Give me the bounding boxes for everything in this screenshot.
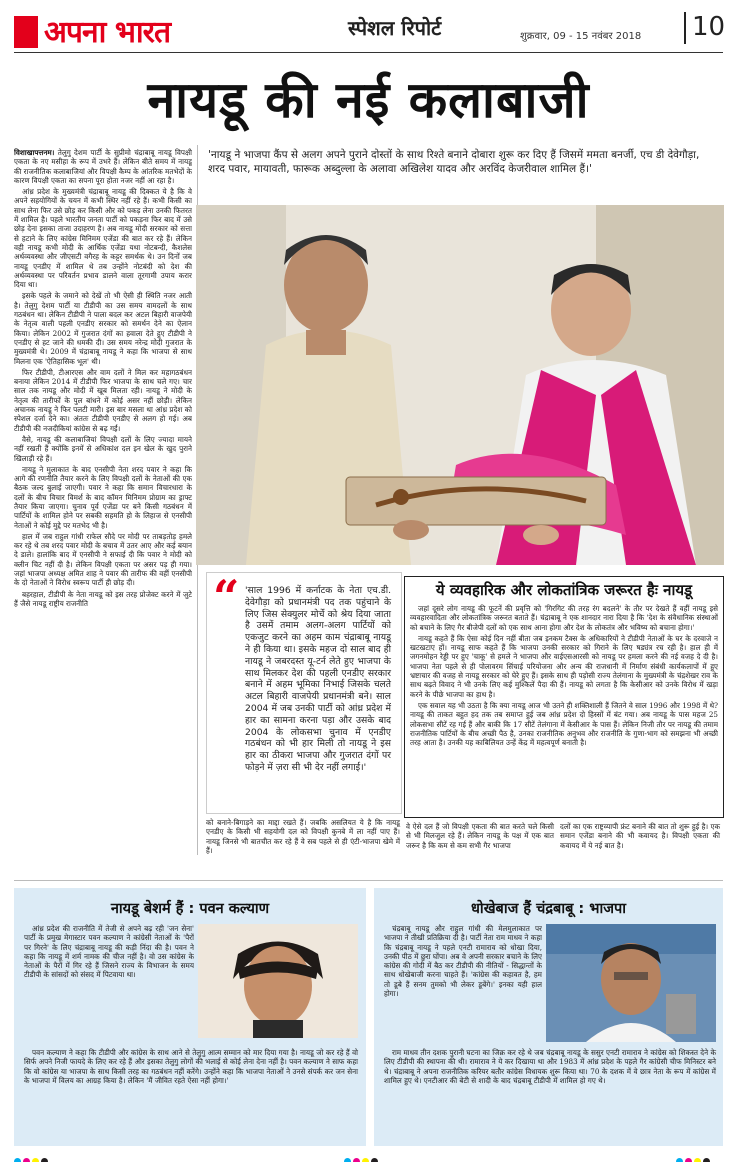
box-left-paragraph: आंध्र प्रदेश की राजनीति में तेजी से अपने बढ़ रही 'जन सेना' पार्टी के प्रमुख मेगास्टार पवन कल्याण ने कांग्रेसी नेताओं के 'पैरों पर गिरने' के लिए चंद्राबाबू नायडू की कड़ी निंदा की है। पवन ने कहा कि नायडू में शर्म नामक की चीज नहीं है। वो उस कांग्रेस के नेताओं के पैरों में गिर रहे हैं जिसने राज्य के विभाजन के समय टीडीपी के सांसदों को संसद में पिटवाया था।: [24, 924, 194, 980]
registration-dot: [14, 1158, 21, 1162]
issue-date: शुक्रवार, 09 - 15 नवंबर 2018: [520, 31, 642, 42]
registration-dot: [694, 1158, 701, 1162]
section-title: स्पेशल रिपोर्ट: [348, 16, 442, 40]
main-photo: [196, 205, 724, 565]
pull-quote-text: 'साल 1996 में कर्नाटक के नेता एच.डी. देवेगौड़ा को प्रधानमंत्री पद तक पहुंचाने के लिए जिस सेक्युलर मोर्चे को श्रेय दिया जाता है उसमें तमाम अलग-अलग पार्टियों को एकजुट करने का अहम काम चंद्राबाबू नायडू ने ही किया था। इसके महज दो साल बाद ही नायडू ने जबरदस्त यू-टर्न लेते हुए भाजपा के साथ मिलकर देश की पहली एनडीए सरकार बनाने में अहम भूमिका निभाई जिसके चलते अटल बिहारी वाजपेयी प्रधानमंत्री बने। साल 2004 में जब उनकी पार्टी को आंध्र प्रदेश में हार का सामना करना पड़ा और उसके बाद 2004 के लोकसभा चुनाव में एनडीए गठबंधन को भी हार मिली तो नायडू ने इस हार का ठीकरा भाजपा और गुजरात दंगों पर फोड़ने में ज़रा सी भी देर नहीं लगाई।': [245, 585, 391, 773]
registration-dot: [685, 1158, 692, 1162]
left-paragraph: नायडू ने मुलाकात के बाद एनसीपी नेता शरद पवार ने कहा कि आगे की रणनीति तैयार करने के लिए विपक्षी दलों के नेताओं की एक बैठक जल्द बुलाई जाएगी। पवार ने कहा कि समान विचारधारा के दलों के बीच विचार विमर्श के बाद कॉमन मिनिमम प्रोग्राम का ड्राफ्ट तैयार किया जाएगा। चुनाव पूर्व एजेंडा पर बने किसी गठबंधन में पार्टियों के शामिल होने पर सबकी सहमति हो के लिहाज से एनसीपी नेताओं ने कोई मुद्दे पर मतभेद भी है।: [14, 464, 192, 530]
box-left-text-wide: पवन कल्याण ने कहा कि टीडीपी और कांग्रेस के साथ आने से तेलुगु आत्म सम्मान को मार दिया गया है। नायडू जो कर रहे हैं वो सिर्फ अपने निजी फायदे के लिए कर रहे हैं और इसका तेलुगु लोगों की भलाई से कोई लेना देना नहीं है। पवन कल्याण ने साफ कहा कि वो कांग्रेस या भाजपा के साथ किसी तरह का गठबंधन नहीं करेंगे। उन्होंने कहा कि भाजपा नेताओं ने उनसे संपर्क कर जन सेना के भाजपा में विलय का आग्रह किया है। लेकिन 'मैं जीवित रहते ऐसा नहीं होगा।': [24, 1048, 358, 1085]
headline: नायडू की नई कलाबाजी: [147, 70, 590, 129]
right-paragraph: जहां दूसरे लोग नायडू की फूटनें की प्रवृत्ति को 'गिरगिट की तरह रंग बदलने' के तौर पर देखते हैं वहीं नायडू इसे व्यवहारवादिता और लोकतांत्रिक जरूरत बताते हैं। चंद्राबाबू ने एक शानदार नारा दिया है कि 'देश के संवैधानिक संस्थाओं को बचाने के लिए गैर बीजेपी दलों को एक साथ आना होगा और देश के लोकतंत्र और भविष्य को बचाना होगा।': [410, 604, 718, 632]
right-story-title: ये व्यवहारिक और लोकतांत्रिक जरूरत हैः नायडू: [435, 581, 693, 599]
intro-quote: 'नायडू ने भाजपा कैंप से अलग अपने पुराने दोस्तों के साथ रिश्ते बनाने दोबारा शुरू कर दिए हैं जिसमें ममता बनर्जी, एच डी देवेगौड़ा, शरद पवार, मायावती, फारूक अब्दुल्ला के अलावा अखिलेश यादव और अरविंद केजरीवाल शामिल हैं।': [208, 149, 700, 175]
page-divider: [684, 12, 686, 44]
registration-marks: [14, 1150, 50, 1162]
page-number: 10: [692, 12, 726, 42]
masthead-logo: अपना भारत: [44, 15, 171, 50]
right-story-text: [410, 604, 718, 814]
registration-dot: [344, 1158, 351, 1162]
left-paragraph: बहरहाल, टीडीपी के नेता नायडू को इस तरह प्रोजेक्ट करने में जुटे हैं जैसे नायडू राष्ट्रीय राजनीति: [14, 589, 192, 608]
quote-mark-icon: “: [213, 570, 240, 624]
continuation-text: को बनाने-बिगाड़ने का माद्दा रखते हैं। जबकि असलियत ये है कि नायडू एनडीए के किसी भी सहयोगी दल को विपक्षी कुनबे में ला नहीं पाए हैं। नायडू जिनसे भी बातचीत कर रहे हैं वे सब पहले से ही एंटी-भाजपा खेमे में हैं।: [206, 818, 400, 855]
header-rule: [14, 52, 723, 53]
registration-dot: [371, 1158, 378, 1162]
registration-dot: [703, 1158, 710, 1162]
logo-bar: [14, 16, 38, 48]
registration-marks: [676, 1150, 712, 1162]
box-left-text: [24, 924, 194, 1046]
registration-marks: [344, 1150, 380, 1162]
photo-pawan-kalyan: [198, 924, 358, 1038]
right-paragraph: नायडू कहते हैं कि ऐसा कोई दिन नहीं बीता जब इनकम टैक्स के अधिकारियों ने टीडीपी नेताओं के घर के दरवाजे न खटखटाए हों। नायडू साफ कहते हैं कि भाजपा उनकी सरकार को गिराने के लिए षड्यंत्र रच रही है। हाल ही में जगनमोहन रेड्डी पर हुए 'चाकू' से हमले ने भाजपा और वाईएसआरसी को नायडू पर हमला करने की नई वजह दे दी है। भाजपा नेता पहले से ही पोलावरम सिंचाई परियोजना और अन्य की राजधानी में निर्माण संबंधी कार्यकलापों में हुए भ्रष्टाचार की वजह से नायडू सरकार को घेरे हुए हैं। इसके साथ ही पड़ोसी राज्य तेलंगाना के मुख्यमंत्री के चंद्रशेखर राव के साथ बढ़ते विवाद ने भी उनके लिए कई मुश्किलें पैदा की हैं। नायडू को लगता है कि केसीआर को उनके विरोध में खड़ा करने के पीछे भाजपा का हाथ है।: [410, 633, 718, 699]
continuation-text: वे ऐसे दल हैं जो विपक्षी एकता की बात करते चले किसी से भी मिलजुल रहे हैं। लेकिन नायडू के पक्ष में एक बात जरूर है कि कम से कम सभी गैर भाजपा: [406, 822, 554, 850]
registration-dot: [41, 1158, 48, 1162]
dateline: विशाखापत्तनम।: [14, 148, 55, 157]
left-column: [14, 148, 192, 850]
left-paragraph: तेलुगु देशम पार्टी के सुप्रीमो चंद्राबाबू नायडू विपक्षी एकता के नए मसीहा के रूप में उभरे हैं। लेकिन बीते समय में नायडू की राजनीतिक कलाबाजियां और विपक्षी कैम्प के आंतरिक मतभेदों के कारण विपक्षी एकता का सपना पूरा होता नजर नहीं आ रहा है।: [14, 148, 192, 185]
registration-dot: [32, 1158, 39, 1162]
left-paragraph: फिर टीडीपी, टीआरएस और वाम दलों ने मिल कर महागठबंधन बनाया लेकिन 2014 में टीडीपी फिर भाजपा के साथ चले गए। चार साल तक नायडू और मोदी में खूब मिलता रही। नायडू ने मोदी के नेतृत्व की तारीफों के पुल बांधने में कोई असर नहीं छोड़ी। लेकिन अचानक नायडू ने फिर पलटी मारी। इस बार मसला था आंध्र प्रदेश को स्पेशल दर्जा देने का। अंततः टीडीपी एनडीए से अलग हो गई। अब टीडीपी की नजदीकियां कांग्रेस से बढ़ गईं।: [14, 367, 192, 433]
photo-ram-madhav: [546, 924, 716, 1042]
box-right-text: [384, 924, 542, 1046]
section-rule: [14, 880, 723, 881]
registration-dot: [362, 1158, 369, 1162]
box-left-title: नायडू बेशर्म हैं : पवन कल्याण: [110, 901, 270, 917]
box-right-text-wide: राम माधव तीन दशक पुरानी घटना का जिक्र कर रहे थे जब चंद्रबाबू नायडू के ससुर एनटी रामाराव ने कांग्रेस को शिकस्त देने के लिए टीडीपी की स्थापना की थी। रामाराव ने ये कर दिखाया था और 1983 में आंध्र प्रदेश के पहले गैर कांग्रेसी चीफ मिनिस्टर बने थे। चंद्राबाबू ने अपना राजनीतिक करियर बतौर कांग्रेस विधायक शुरू किया था। 70 के दशक में वे छात्र नेता के रूप में कांग्रेस में शामिल हुए थे। एनटीआर की बेटी से शादी के बाद चंद्रबाबू टीडीपी में शामिल हो गए थे।: [384, 1048, 716, 1085]
photo-naidu-rahul: [196, 205, 724, 565]
registration-dot: [23, 1158, 30, 1162]
left-paragraph: हाल में जब राहुल गांधी राफेल सौदे पर मोदी पर ताबड़तोड़ हमले कर रहे थे तब शरद पवार मोदी के बचाव में उतर आए और कई बयान दे डाले। हालांकि बाद में एनसीपी ने सफाई दी कि पवार ने मोदी को क्लीन चिट नहीं दी है। लेकिन विपक्षी एकता पर असर पड़ ही गया। जहां भाजपा अध्यक्ष अमित शाह ने पवार की तारीफ की वहीं एनसीपी के दो नेताओं ने विरोध स्वरूप पार्टी ही छोड़ दी।: [14, 531, 192, 588]
continuation-text: दलों का एक राष्ट्रव्यापी फ्रंट बनाने की बात तो शुरू हुई है। एक समान एजेंडा बनाने की भी कवायद है। विपक्षी एकता की कवायद में ये नई बात है।: [560, 822, 720, 850]
registration-dot: [676, 1158, 683, 1162]
right-paragraph: एक सवाल यह भी उठता है कि क्या नायडू आज भी उतने ही शक्तिशाली हैं जितने वे साल 1996 और 1998 में थे? नायडू की ताकत बहुत हद तक तब समाप्त हुई जब आंध्र प्रदेश दो हिस्सों में बंट गया। अब नायडू के पास महज 25 लोकसभा सीटें रह गई हैं और बाकी कि 17 सीटें तेलंगाना में केसीआर के पास हैं। लेकिन निजी तौर पर नायडू की तमाम राजनीतिक पार्टियों के बीच अच्छी पैठ है, उनका राजनीतिक अनुभव और राजनीति के गुणा-भाग को समझना भी अच्छी तरह आता है। उनकी यह काबिलियत उन्हें केंद्र में महत्वपूर्ण बनाती है।: [410, 700, 718, 748]
box-right-paragraph: चंद्रबाबू नायडू और राहुल गांधी की मेलमुलाकात पर भाजपा ने तीखी प्रतिक्रिया दी है। पार्टी नेता राम माधव ने कहा कि चंद्रबाबू नायडू ने पहले एनटी रामाराव को धोखा दिया, उनकी पीठ में छुरा घोंपा। अब वे अपनी सरकार बचाने के लिए कांग्रेस की गोदी में बैठ कर टीडीपी की नीतियों - सिद्धान्तों के साथ धोखेबाजी करना चाहते हैं। 'कांग्रेस की कहावत है, हम तो डूबे हैं सनम तुमको भी लेकर डूबेंगे।' इनका यही हाल होगा।: [384, 924, 542, 999]
left-paragraph: आंध्र प्रदेश के मुख्यमंत्री चंद्राबाबू नायडू की दिक्कत ये है कि वे अपने सहयोगियों के चयन में कभी स्थिर नहीं रहे हैं। कभी किसी का साथ लेना फिर उसे छोड़ कर किसी और को पकड़ लेना उनकी फितरत में शामिल है। पहले भारतीय जनता पार्टी को पकड़ना फिर बाद में उसे छोड़ देना इसका ताजा उदाहरण है। अब नायडू मोदी सरकार को सत्ता से हटाने के लिए कांग्रेस मिनिमम एजेंडा की बात कर रहे हैं। लेकिन वही नायडू कभी मोदी के आर्थिक एजेंडा यथा नोटबन्दी, कैशलेस अर्थव्यवस्था और जीएसटी वगैरह के कट्टर समर्थक थे। उन दिनों जब नायडू एनडीए में शामिल थे तब उन्होंने नोटबंदी को देश की अर्थव्यवस्था पर परिवर्तन प्रभाव डालने वाला तूरगामी उपाय करार दिया था।: [14, 187, 192, 290]
left-paragraph: वैसे, नायडू की कलाबाजियां विपक्षी दलों के लिए ज्यादा मायने नहीं रखती हैं क्योंकि इनमें से अधिकांश दल इन खेल के खुद पुराने खिलाड़ी रहे हैं।: [14, 434, 192, 463]
left-paragraph: इसके पहले के जमाने को देखें तो भी ऐसी ही स्थिति नजर आती है। तेलुगु देशम पार्टी या टीडीपी का उस समय वामदलों के साथ गठबंधन था। लेकिन टीडीपी ने पाला बदल कर अटल बिहारी वाजपेयी के नेतृत्व वाली पहली एनडीए सरकार को समर्थन देने का ऐलान किया। लेकिन 2002 में गुजरात दंगों का हवाला देते हुए टीडीपी ने एनडीए से हट जाने की धमकी दी। उस समय नरेन्द्र मोदी गुजरात के मुख्यमंत्री थे। 2009 में चंद्राबाबू नायडू ने कहा कि भाजपा से साथ मिलना एक 'ऐतिहासिक भूल' थी।: [14, 291, 192, 366]
registration-dot: [353, 1158, 360, 1162]
box-right-title: धोखेबाज हैं चंद्रबाबू : भाजपा: [471, 901, 626, 917]
